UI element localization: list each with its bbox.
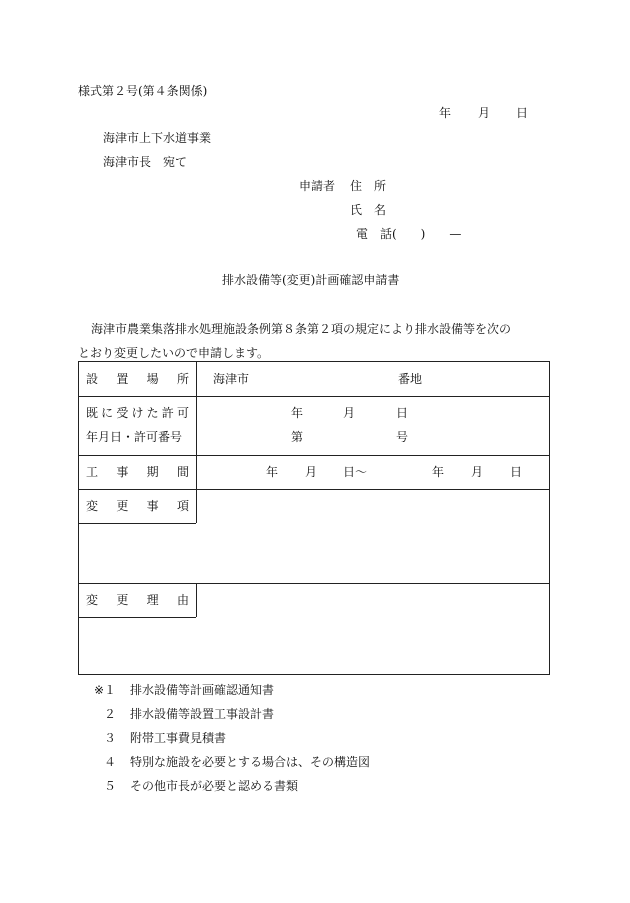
applicant-label: 申請者 (299, 179, 336, 193)
period-label: 工 事 期 間 (86, 465, 189, 479)
period-start-month: 月 (305, 465, 318, 479)
document-title: 排水設備等(変更)計画確認申請書 (222, 273, 400, 287)
body-line2: とおり変更したいので申請します。 (78, 346, 270, 360)
period-start-year: 年 (266, 465, 279, 479)
form-number: 様式第２号(第４条関係) (78, 84, 208, 98)
change-reason-label: 変 更 理 由 (86, 593, 189, 607)
addressee-line2: 海津市長 宛て (103, 155, 188, 169)
application-table (78, 361, 550, 675)
label-box-edge (79, 523, 196, 524)
permit-year: 年 (291, 406, 304, 420)
permit-go: 号 (396, 430, 409, 444)
applicant-phone-label: 電 話 (356, 227, 392, 241)
attachment-item: 特別な施設を必要とする場合は、その構造図 (130, 755, 371, 769)
permit-label-line1: 既 に 受 け た 許 可 (86, 406, 189, 420)
period-end-year: 年 (432, 465, 445, 479)
attachment-item: 排水設備等設置工事設計書 (130, 707, 275, 721)
permit-month: 月 (343, 406, 356, 420)
location-label: 設 置 場 所 (86, 372, 189, 386)
applicant-phone-format: ( ) — (392, 227, 462, 241)
label-box-edge (79, 617, 196, 618)
addressee-line1: 海津市上下水道事業 (103, 131, 212, 145)
row-divider (79, 455, 549, 456)
date-year: 年 (439, 106, 452, 120)
attachment-number: ４ (103, 755, 116, 769)
date-month: 月 (478, 106, 491, 120)
attachment-number: ３ (103, 731, 116, 745)
column-divider (196, 362, 197, 489)
row-divider (79, 396, 549, 397)
attachment-item: その他市長が必要と認める書類 (130, 779, 299, 793)
applicant-name-label: 氏 名 (350, 203, 386, 217)
attachment-number: ※１ (93, 683, 116, 697)
body-line1: 海津市農業集落排水処理施設条例第８条第２項の規定により排水設備等を次の (91, 322, 512, 336)
change-item-field[interactable] (197, 490, 548, 582)
period-end-day: 日 (510, 465, 523, 479)
date-day: 日 (516, 106, 529, 120)
location-number: 番地 (398, 372, 423, 386)
change-item-label: 変 更 事 項 (86, 499, 189, 513)
permit-day: 日 (396, 406, 409, 420)
attachment-item: 附帯工事費見積書 (130, 731, 227, 745)
attachment-item: 排水設備等計画確認通知書 (130, 683, 275, 697)
change-reason-field[interactable] (197, 584, 548, 673)
permit-label-line2: 年月日・許可番号 (86, 430, 183, 444)
applicant-address-label: 住 所 (350, 179, 386, 193)
permit-dai: 第 (291, 430, 304, 444)
period-start-day: 日〜 (343, 465, 368, 479)
attachment-number: ２ (103, 707, 116, 721)
attachment-number: ５ (103, 779, 116, 793)
period-end-month: 月 (471, 465, 484, 479)
location-city: 海津市 (213, 372, 250, 386)
